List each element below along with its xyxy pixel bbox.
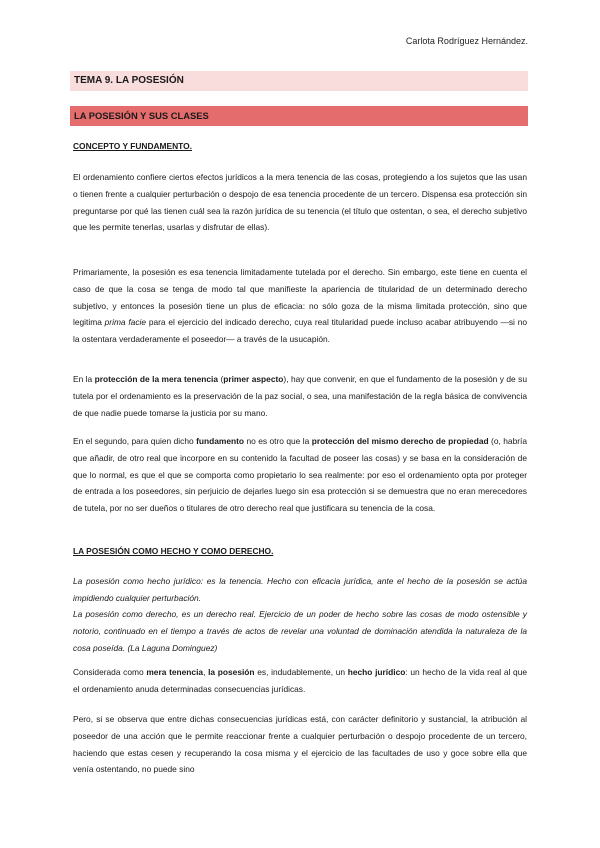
author-name: Carlota Rodríguez Hernández.	[405, 36, 528, 46]
section-title: LA POSESIÓN Y SUS CLASES	[74, 110, 209, 121]
heading-concepto: CONCEPTO Y FUNDAMENTO.	[73, 141, 192, 151]
paragraph-1: El ordenamiento confiere ciertos efectos jurídicos a la mera tenencia de las cosas, protegiendo a los sujetos que las usan o tienen frente a cualquier perturbación o despojo de esa tenencia procedente de un tercero. Dispensa esa protección sin preguntarse por qué las tienen cuál sea la razón jurídica de su tenencia (el título que ostentan, o sea, el derecho subjetivo que les permite tenerlas, usarlas y disfrutar de ellas).	[73, 172, 527, 233]
heading-hecho-derecho: LA POSESIÓN COMO HECHO Y COMO DERECHO.	[73, 546, 274, 556]
quote-derecho: La posesión como derecho, es un derecho real. Ejercicio de un poder de hecho sobre las cosas de modo ostensible y notorio, continuado en el tiempo a través de actos de revelar una voluntad de dominación atendida la naturaleza de la cosa poseída. (La Laguna Dominguez)	[73, 609, 527, 653]
paragraph-5: Considerada como mera tenencia, la posesión es, indudablemente, un hecho jurídico: un hecho de la vida real al que el ordenamiento anuda determinadas consecuencias jurídicas.	[73, 667, 528, 694]
section-title-bar	[70, 106, 528, 126]
topic-title: TEMA 9. LA POSESIÓN	[70, 71, 528, 91]
paragraph-4: En el segundo, para quien dicho fundamento no es otro que la protección del mismo derecho de propiedad (o, habría que añadir, de otro real que incorpore en su contenido la facultad de poseer las cosas) y se basa en la consideración de que lo normal, es que el que se comporta como propietario lo sea realmente: por eso el ordenamiento opta por proteger de entrada a los poseedores, sin perjuicio de dejarles luego sin esa protección si se demuestra que no eran merecedores de tutela, por no ser dueños o titulares de otro derecho real que justificara su tenencia de la cosa.	[73, 436, 527, 514]
paragraph-2: Primariamente, la posesión es esa tenencia limitadamente tutelada por el derecho. Sin embargo, este tiene en cuenta el caso de que la cosa se tenga de modo tal que manifieste la apariencia de titularidad de un determinado derecho subjetivo, y entonces la posesión tiene un plus de eficacia: no sólo goza de la misma limitada protección, sino que legitima prima facie para el ejercicio del indicado derecho, cuya real titularidad puede incluso acabar atribuyendo —si no la ostentara verdaderamente el poseedor— a través de la usucapión.	[73, 267, 528, 345]
paragraph-6: Pero, si se observa que entre dichas consecuencias jurídicas está, con carácter definitorio y sustancial, la atribución al poseedor de una acción que le permite reaccionar frente a cualquier perturbación o despojo procedente de un tercero, haciendo que estas cesen y recuperando la cosa misma y el ejercicio de las facultades de uso y goce sobre ella que venía ostentando, no puede sino	[73, 714, 527, 775]
quote-hecho: La posesión como hecho jurídico: es la tenencia. Hecho con eficacia jurídica, ante el hecho de la posesión se actúa impidiendo cualquier perturbación.	[73, 576, 527, 603]
paragraph-3: En la protección de la mera tenencia (primer aspecto), hay que convenir, en que el fundamento de la posesión y de su tutela por el ordenamiento es la preservación de la paz social, o sea, una manifestación de la regla básica de convivencia de que nadie puede tomarse la justicia por su mano.	[73, 374, 527, 418]
